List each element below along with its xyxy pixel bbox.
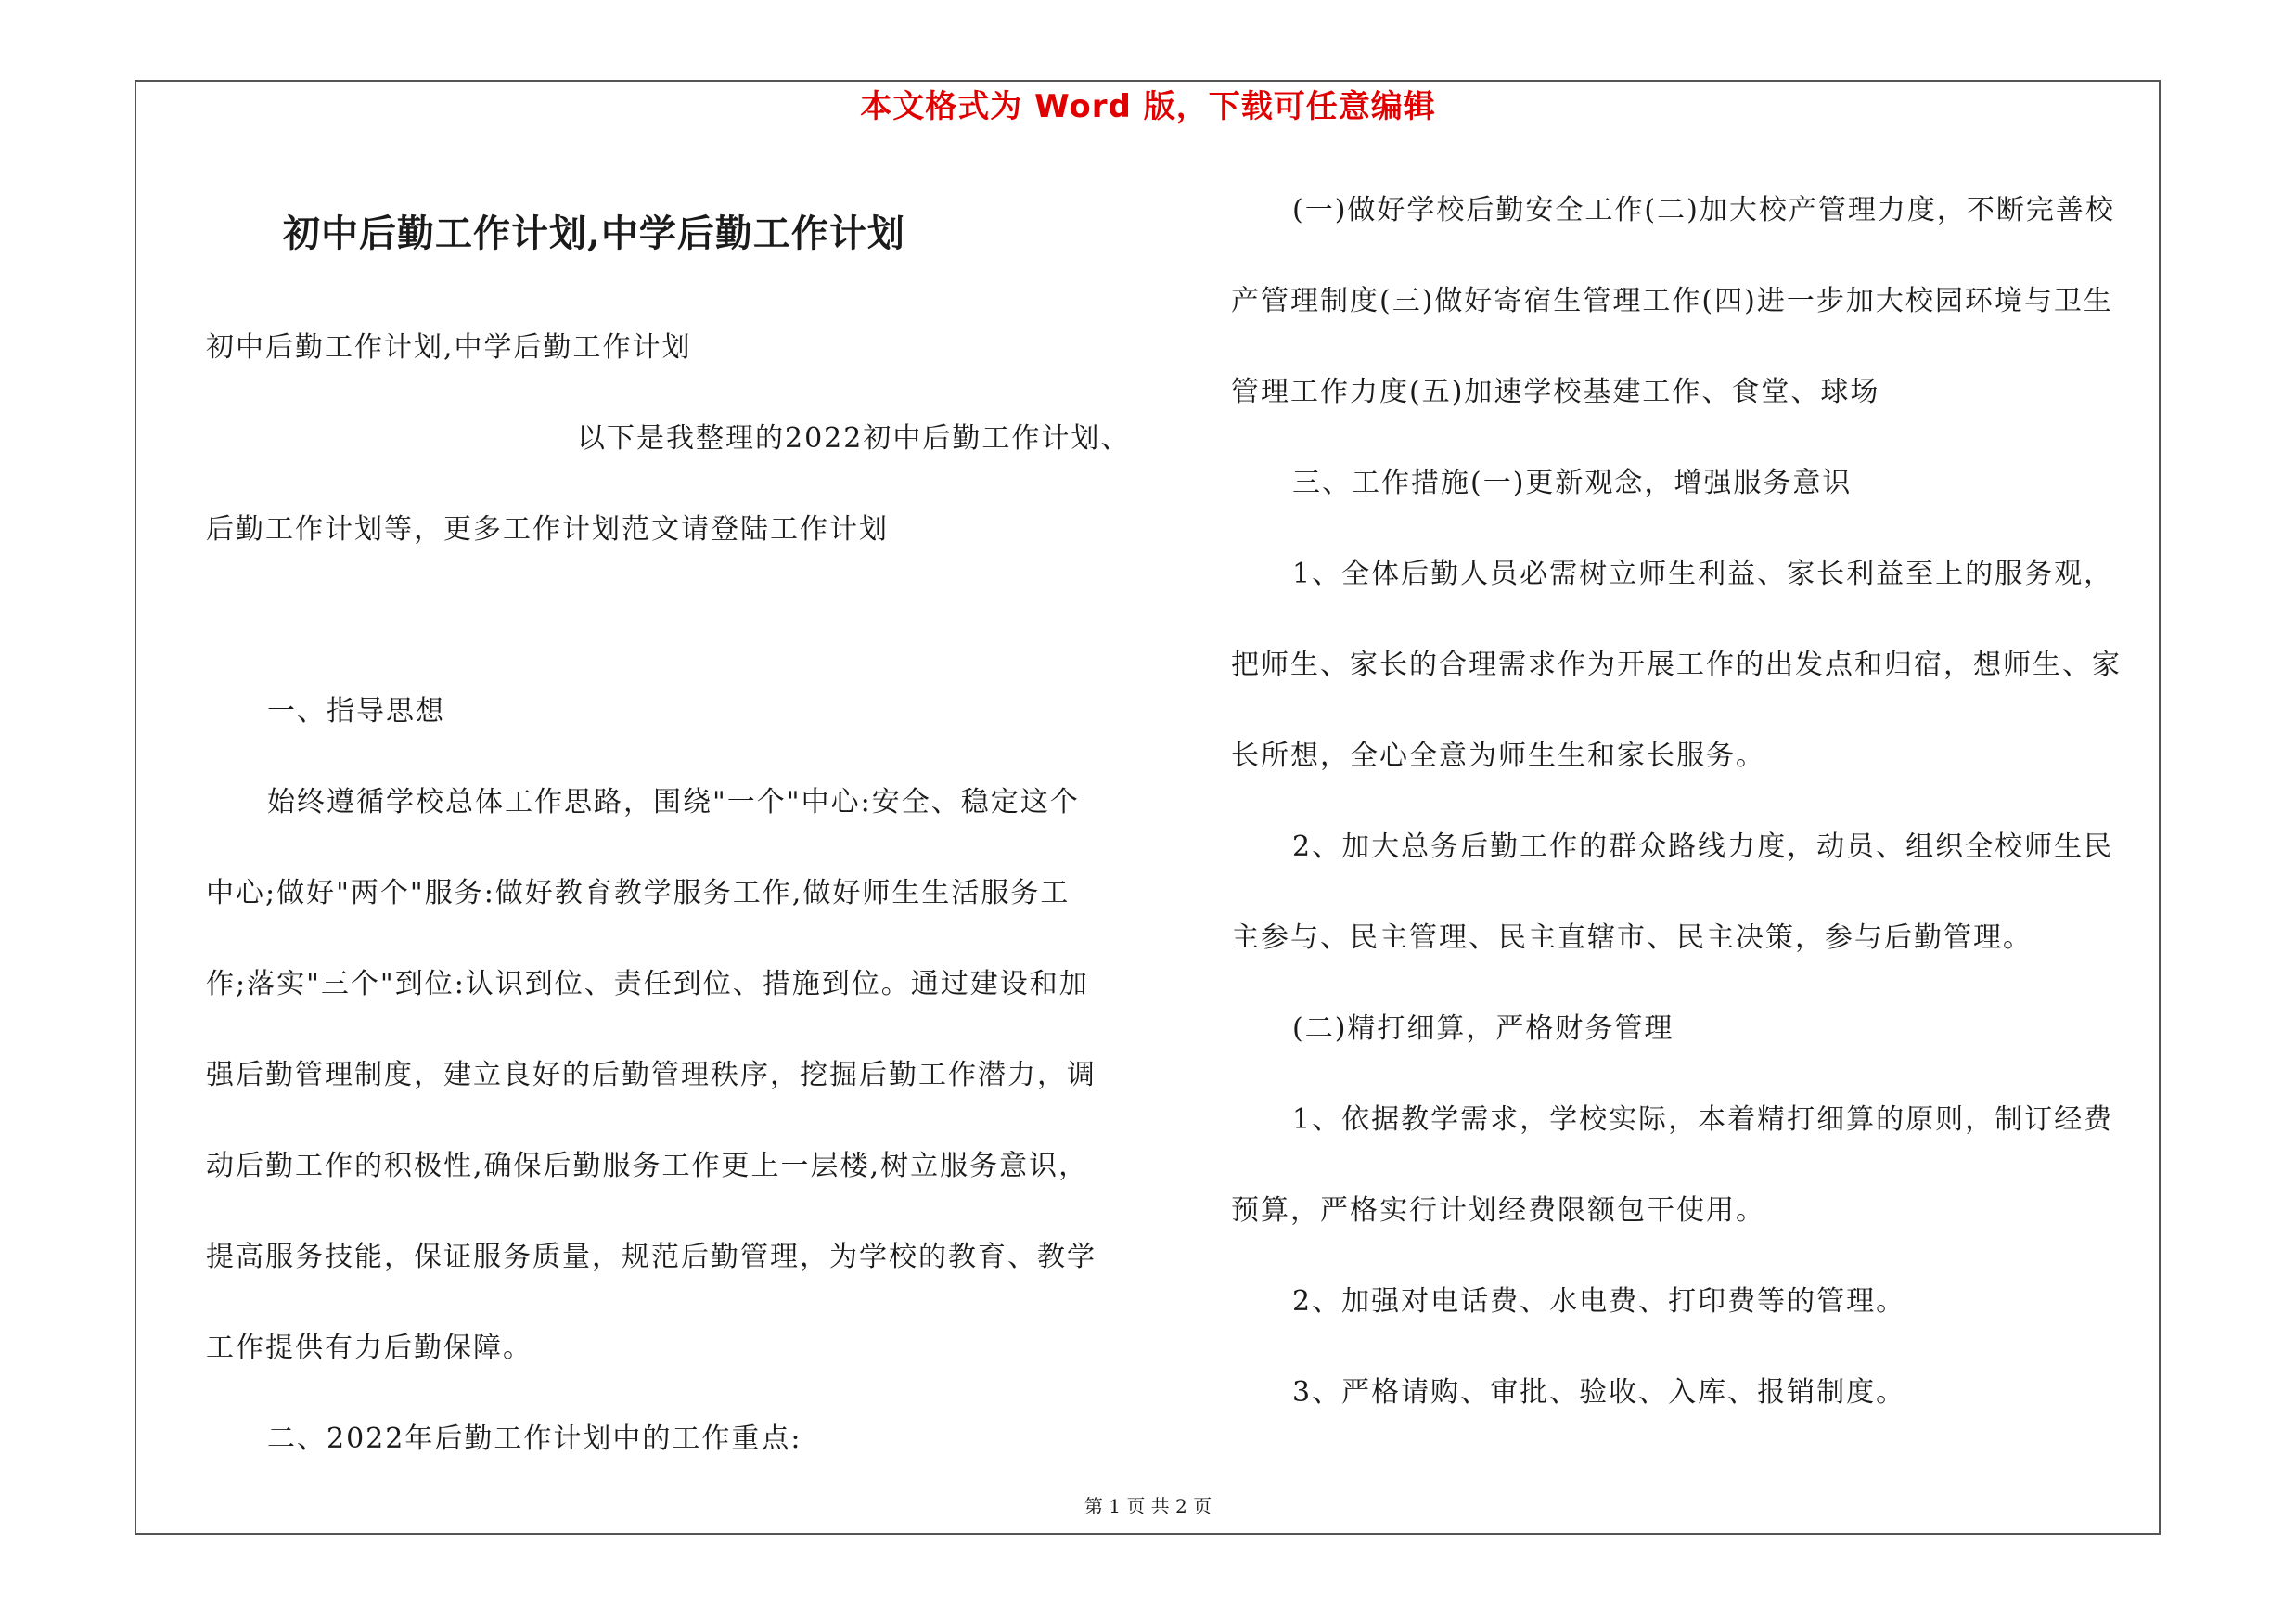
paragraph-line: 提高服务技能，保证服务质量，规范后勤管理，为学校的教育、教学 — [206, 1241, 1097, 1273]
paragraph-line: 2、加强对电话费、水电费、打印费等的管理。 — [1292, 1285, 1906, 1318]
paragraph-line: 长所想，全心全意为师生生和家长服务。 — [1231, 740, 1765, 772]
section-heading-guiding-thought: 一、指导思想 — [267, 695, 445, 728]
left-column — [206, 303, 1134, 1485]
paragraph-line: 工作提供有力后勤保障。 — [206, 1332, 532, 1364]
paragraph-line: 2、加大总务后勤工作的群众路线力度，动员、组织全校师生民 — [1292, 831, 2114, 863]
right-column — [1231, 165, 2159, 1438]
subsection-heading-finance: (二)精打细算，严格财务管理 — [1292, 1012, 1674, 1045]
paragraph-line: 中心;做好"两个"服务:做好教育教学服务工作,做好师生生活服务工 — [206, 877, 1071, 909]
paragraph-line: 1、全体后勤人员必需树立师生利益、家长利益至上的服务观， — [1292, 558, 2114, 590]
intro-line-1: 以下是我整理的2022初中后勤工作计划、 — [577, 422, 1131, 455]
section-heading-measures: 三、工作措施(一)更新观念，增强服务意识 — [1292, 467, 1853, 499]
paragraph-line: 预算，严格实行计划经费限额包干使用。 — [1231, 1194, 1765, 1227]
paragraph-line: 产管理制度(三)做好寄宿生管理工作(四)进一步加大校园环境与卫生 — [1231, 285, 2113, 317]
format-banner: 本文格式为 Word 版，下载可任意编辑 — [860, 88, 1436, 125]
paragraph-line: 把师生、家长的合理需求作为开展工作的出发点和归宿，想师生、家 — [1231, 649, 2122, 681]
subtitle-line: 初中后勤工作计划,中学后勤工作计划 — [206, 331, 692, 364]
paragraph-line: 主参与、民主管理、民主直辖市、民主决策，参与后勤管理。 — [1231, 921, 2033, 954]
section-heading-key-work: 二、2022年后勤工作计划中的工作重点: — [267, 1423, 802, 1455]
paragraph-line: 作;落实"三个"到位:认识到位、责任到位、措施到位。通过建设和加 — [206, 968, 1089, 1000]
paragraph-line: 3、严格请购、审批、验收、入库、报销制度。 — [1292, 1376, 1906, 1409]
paragraph-line: 始终遵循学校总体工作思路，围绕"一个"中心:安全、稳定这个 — [267, 786, 1080, 818]
intro-line-2: 后勤工作计划等，更多工作计划范文请登陆工作计划 — [206, 513, 889, 546]
paragraph-line: 强后勤管理制度，建立良好的后勤管理秩序，挖掘后勤工作潜力，调 — [206, 1059, 1097, 1091]
page-number-footer: 第 1 页 共 2 页 — [1084, 1495, 1212, 1517]
paragraph-line: 动后勤工作的积极性,确保后勤服务工作更上一层楼,树立服务意识， — [206, 1150, 1089, 1182]
paragraph-line: 1、依据教学需求，学校实际，本着精打细算的原则，制订经费 — [1292, 1103, 2114, 1136]
document-title: 初中后勤工作计划,中学后勤工作计划 — [283, 212, 905, 255]
paragraph-line: (一)做好学校后勤安全工作(二)加大校产管理力度，不断完善校 — [1292, 194, 2115, 226]
paragraph-line: 管理工作力度(五)加速学校基建工作、食堂、球场 — [1231, 376, 1880, 408]
